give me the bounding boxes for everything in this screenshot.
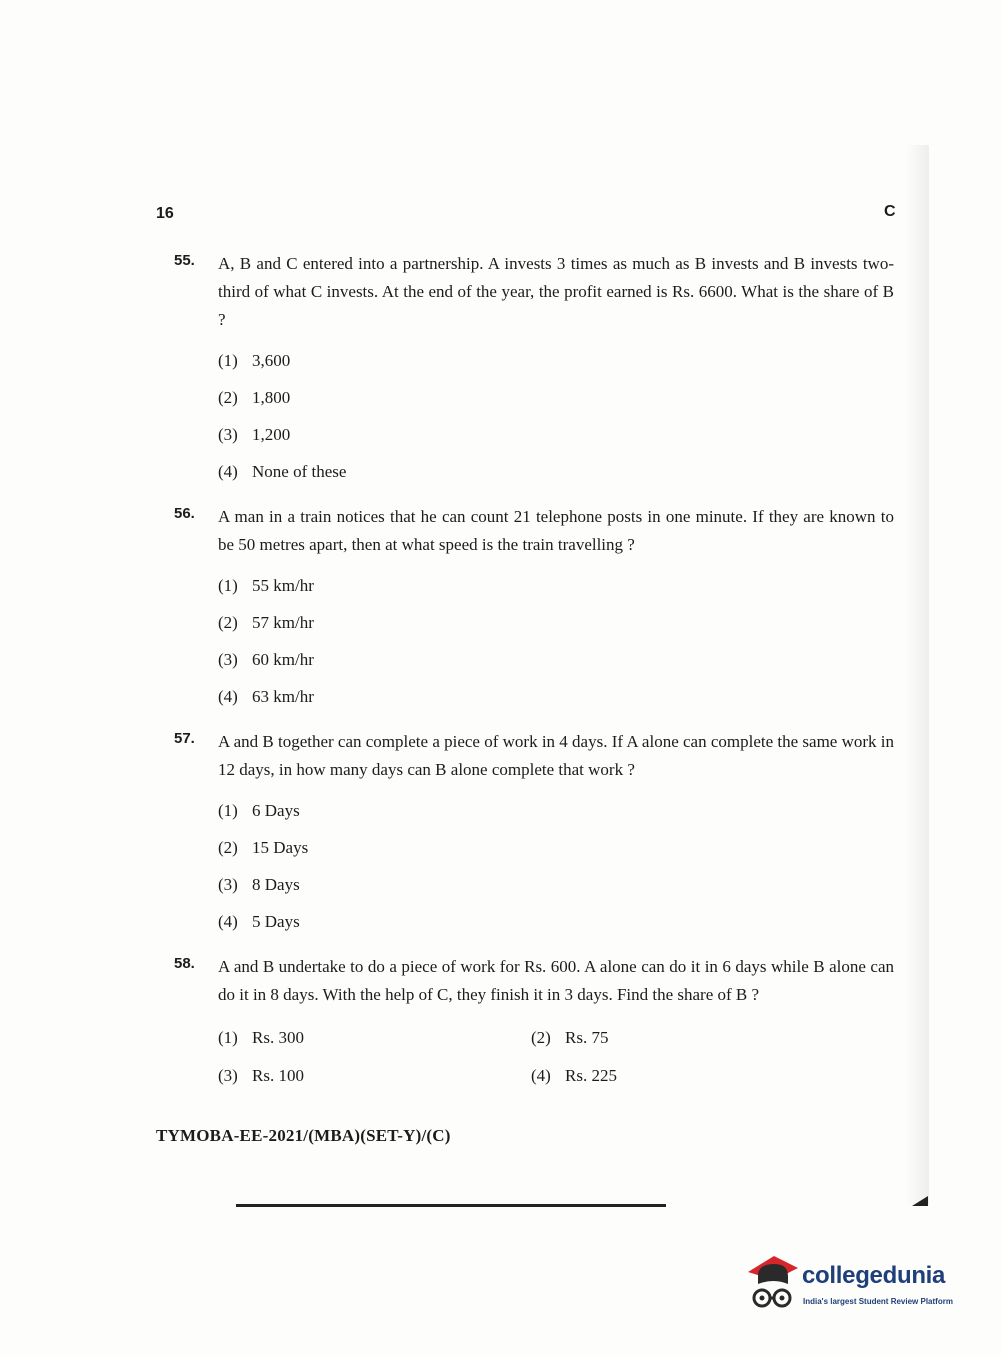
question-number: 56.	[174, 505, 195, 522]
set-letter: C	[884, 203, 896, 220]
page-edge-shadow	[905, 145, 929, 1205]
option-4	[218, 903, 894, 940]
option-number: (1)	[218, 576, 238, 595]
option-1	[218, 342, 894, 379]
option-text: Rs. 225	[565, 1066, 617, 1085]
question-text: A and B together can complete a piece of work in 4 days. If A alone can complete the same work in 12 days, in how many days can B alone complete that work ?	[218, 732, 894, 779]
option-2	[218, 829, 894, 866]
option-number: (3)	[218, 1066, 238, 1085]
option-4	[218, 453, 894, 490]
brand-name: collegedunia	[802, 1262, 946, 1289]
exam-code: TYMOBA-EE-2021/(MBA)(SET-Y)/(C)	[156, 1126, 451, 1145]
option-number: (1)	[218, 801, 238, 820]
option-number: (4)	[218, 687, 238, 706]
option-text: 55 km/hr	[252, 576, 314, 595]
option-text: 5 Days	[252, 912, 300, 931]
option-1	[218, 1019, 304, 1056]
option-3	[218, 866, 894, 903]
option-text: 57 km/hr	[252, 613, 314, 632]
option-list	[218, 567, 894, 715]
option-text: 3,600	[252, 351, 291, 370]
option-text: 1,800	[252, 388, 291, 407]
option-text: 1,200	[252, 425, 291, 444]
brand-tagline: India's largest Student Review Platform	[803, 1297, 953, 1306]
question-number: 57.	[174, 730, 195, 747]
option-3	[218, 416, 894, 453]
option-list	[218, 792, 894, 940]
option-grid	[218, 1019, 894, 1099]
question-text: A man in a train notices that he can count 21 telephone posts in one minute. If they are known to be 50 metres apart, then at what speed is the train travelling ?	[218, 507, 894, 554]
option-text: Rs. 75	[565, 1028, 609, 1047]
option-4	[218, 678, 894, 715]
option-4	[531, 1057, 617, 1094]
collegedunia-logo-icon	[744, 1252, 800, 1312]
option-3	[218, 1057, 304, 1094]
question-number: 58.	[174, 955, 195, 972]
option-number: (3)	[218, 650, 238, 669]
option-number: (1)	[218, 1028, 238, 1047]
option-text: None of these	[252, 462, 347, 481]
page-corner-mark	[912, 1196, 928, 1206]
question-58	[174, 953, 894, 1099]
option-text: 63 km/hr	[252, 687, 314, 706]
option-2	[531, 1019, 608, 1056]
option-number: (2)	[218, 838, 238, 857]
option-1	[218, 567, 894, 604]
question-57	[174, 728, 894, 940]
option-1	[218, 792, 894, 829]
option-number: (2)	[218, 388, 238, 407]
option-2	[218, 604, 894, 641]
option-number: (4)	[218, 912, 238, 931]
question-text: A, B and C entered into a partnership. A invests 3 times as much as B invests and B invests two-third of what C invests. At the end of the year, the profit earned is Rs. 6600. What is the share of B ?	[218, 254, 894, 329]
question-56	[174, 503, 894, 715]
collegedunia-brand	[744, 1252, 974, 1312]
option-number: (1)	[218, 351, 238, 370]
option-list	[218, 342, 894, 490]
option-text: 8 Days	[252, 875, 300, 894]
option-number: (4)	[218, 462, 238, 481]
question-text: A and B undertake to do a piece of work for Rs. 600. A alone can do it in 6 days while B alone can do it in 8 days. With the help of C, they finish it in 3 days. Find the share of B ?	[218, 957, 894, 1004]
option-number: (3)	[218, 425, 238, 444]
option-3	[218, 641, 894, 678]
option-text: 60 km/hr	[252, 650, 314, 669]
option-number: (2)	[218, 613, 238, 632]
option-number: (3)	[218, 875, 238, 894]
option-text: Rs. 300	[252, 1028, 304, 1047]
page-number: 16	[156, 205, 174, 222]
option-number: (2)	[531, 1028, 551, 1047]
option-text: 15 Days	[252, 838, 309, 857]
option-text: 6 Days	[252, 801, 300, 820]
option-number: (4)	[531, 1066, 551, 1085]
question-55	[174, 250, 894, 490]
page-bottom-rule	[236, 1204, 666, 1207]
question-number: 55.	[174, 252, 195, 269]
option-2	[218, 379, 894, 416]
option-text: Rs. 100	[252, 1066, 304, 1085]
